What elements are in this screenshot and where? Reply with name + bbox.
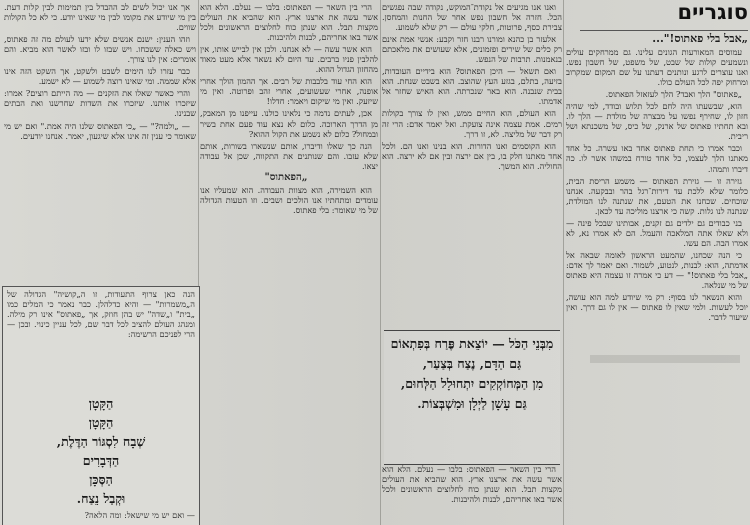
column-three-continued <box>382 464 562 525</box>
insert-list <box>3 394 199 508</box>
paragraph: וזהו הענין: ישנם אנשים שלא ידעו לעולם מה זה פאתוס, ויש כאלה ששכחו. ויש שבזו לו ובזו לאשר הוא מביא. והם אומרים: אין לנו צורך. <box>4 34 196 65</box>
paragraph: „פאתוס" הלך ואבד? הלך לעזאזל הפאתוס. <box>605 89 742 100</box>
paragraph: וכבר אמרו כי תחת פאתוס אחד באו עשרה. כל אחד מאתנו הלך לעצמו, כל אחד טורח במשהו אשר לו. כה דיברו ותמהו. <box>566 143 748 174</box>
paragraph: והרי כאשר שאלו את הזקנים — מה הייתם רוצים? אמרו: שיזכרו אותנו. שיזכרו את השדות שחרשנו ואת הבתים שבנינו. <box>4 88 196 119</box>
paragraph: כי הנה שכחנו, שהמעט הראשון לאומה שבאה אל אדמתה, הוא: לבנות, לנטוע, לשמור. ואם יאמר לך אדם: „אבל בלי פאתוס!" — דע כי אמרה זו עצמה היא פאתוס של מי שנלאה. <box>566 249 748 291</box>
paragraph: — „ולמה?" — „כי הפאתוס שלנו היה אמת." ואם יש מי שאומר כי ענין זה אינו אלא שיגעון, יאמר. אנחנו יודעים. <box>4 120 196 141</box>
paper-smudge <box>590 355 740 363</box>
article-headline: סוגריים <box>677 0 748 24</box>
paragraph: הנה כך שאלו ודיברו, אותם שנשארו בשורות, אותם שלא עזבו. והם שנותנים את התקווה, שכן אל עבודה יצאו. <box>200 140 378 171</box>
paragraph: והוא הנשאר לנו בסוף: רק מי שיודע למה הוא עושה, יוכל לעשות. ולמי שאין לו פאתוס — אין לו גם דרך. ואין שיעור לדבר. <box>566 292 748 323</box>
insert-list-item: הַקָּטָן <box>88 415 114 430</box>
paragraph: הוא, שבשעתו היה לחם לכל תלוש ובודד, למי שהיה חזון לו, שחירף נפשו על מבצרה של מולדת — הלך לו. ובא תחתיו פאתוס של ארנק, של כיס, של משכנתא ושל ריבית. <box>566 101 748 142</box>
column-right <box>566 47 748 525</box>
insert-list-item: הַדְּבָרִים <box>82 453 120 468</box>
paragraph: גזירה זו — גזירת הפאתוס — משמע הריסת הבית, כלומר שלא ללכת עד דירות־רגל בהר ובבקעה. אנחנו שוכחים. שכחנו את הטעם, את שנתנה לנו המולדת, שנתנה לנו גלות. קשה כי ארצנו מוליכה עד לכאן. <box>566 175 748 216</box>
article-byline: „אבל בלי פאתוס!"... <box>580 30 748 46</box>
poem-line: גַּם עָשָׁן לַיְלָן וּמִשְׁבְּצוֹת. <box>417 396 527 411</box>
paragraph: עמוסים המאורעות הגונים עלינו. גם ממרחקים עולים ונשמעים קולות של שבט, של משפט, של חשבון נפש. ואנו עוצרים לרגע ונותנים דעתנו על שם המקום שמקרוב ומרחוק יפה לכל העולם כולו. <box>566 47 748 88</box>
column-left <box>4 2 196 284</box>
column-rule <box>380 0 381 525</box>
insert-list-item: הַסְּכָּן <box>89 472 113 487</box>
paragraph: הוא החי עוד בלבבות של רבים. אך ההמון הולך אחרי אופנה, אחרי שעשועים, אחרי זהב ופרוטה. ואין מי שיזעק. ואין מי שיקום ויאמר: חדלו! <box>200 76 378 107</box>
paragraph: ואנו אנו מגיעים אל נקודת־המוקש, נקודה שבה נפגשים הכל. חזרה אל חשבון נפש אחר של החנות והמחסן. צבירת כסף, פרוטות, חלקי עולם — רק שלא לשמוע. <box>382 2 562 33</box>
paragraph: הוא העולם, הוא החיים ממש, ואין לו צורך בקולות רמים. אמת עצמה אינה צועקת. ואל יאמר אדם: הרי זה רק דבר של מליצה. לא, זו דרך. <box>382 108 562 139</box>
boxed-insert <box>2 286 200 525</box>
poem-line: מִן הַמְּחוֹקְקִים יִתְחוּלָל הַלְּחוּם, <box>400 376 544 391</box>
paragraph: בני כבודים גם ילדים גם זקנים, אבותינו שבכל פינה — ולא שאלו אתה המלאכה והעמל. הם לא אמרו נא, לא אמרו הבה. הם עשו. <box>566 217 748 248</box>
poem-line: מִבְּנֵי הַכֹּל — יוֹצֵאת פֶּרַח בְּפִתְאוֹם <box>390 336 554 351</box>
insert-list-item: שְׁבָח לִסְגּוֹר הַדֶּלֶת, <box>56 434 146 449</box>
insert-intro: הנה כאן צרוף התעודות, זו ה„קושיה" הגדולה של ה„משמרות" — והיא כדלהלן. כבר נאמר כי המלים כמו „בית" ו„שדה" יש בהן חוזק, אך „פאתוס" אינו רק מילה. ומנהג העולם להציב לכל דבר שם, לכל עניין כינוי. ובכן — הרי לפניכם הרשימה: <box>7 289 195 340</box>
column-three <box>382 2 562 328</box>
insert-list-item: וּקְבַל נֵצַח. <box>76 491 126 506</box>
paragraph: אך אנו יכול לשים לב ההבדל בין תמימות לבין קלות דעת. בין מי שיודע את מקומו לבין מי שאינו יודע. כי לא כל הקולות שווים. <box>4 2 196 33</box>
column-two <box>200 2 378 525</box>
paragraph: ואם תשאל — היכן הפאתוס? הוא בידיים העובדות, בזיעה, בתלם, בגזע העץ שהוצב. הוא בשבט שנחת. הוא בבית שנבנה. הוא באר שנכרתה. הוא האיש שחזר אל אדמתו. <box>382 66 562 107</box>
poem-line: גַּם הַדָּם, נֶצַח בְּצַעַר, <box>422 356 522 371</box>
insert-list-item: הַקָּטָן <box>88 396 114 411</box>
paragraph: הוא הקוסמים ואנו הדורות. הוא בנינו ואנו הם. ולכל אחד מאתנו חלק בו, בין אם ירצה ובין אם לא ירצה. הוא החוליה. הוא המשך. <box>382 140 562 171</box>
paragraph: הרי בין השאר — הפאתוס: בלבו — נעלם. הלא הוא אשר עשה את ארצנו ארץ. הוא שהביא את העולים מקצות תבל. הוא שנתן כוח לחלוצים הראשונים ולכל אשר באו אחריהם, לבנות ולהיבנות. <box>382 464 562 505</box>
paragraph: אלעזר בן כהנא ומורנו רבנו חזר וקבע: אנשי אמת אינם רק כלים של שירים ופזמונים, אלא שעושים את מלאכתם בנאמנות. תרבות של הנפש. <box>382 34 562 65</box>
insert-tail: — ואם יש מי שישאל: ומה הלאה? <box>84 510 195 520</box>
paragraph: אכן, לעתים נדמה כי נלאינו כולנו. עייפנו מן המאבק, מן הדרך הארוכה. כלום לא נצא עוד פעם אחת בשיר ובמחול? כלום לא נשמע את הקול ההוא? <box>200 108 378 139</box>
paragraph: הוא השמירה, הוא מצוות העבודה. הוא שמעליו אנו עומדים ומתחתיו אנו הולכים ושבים. וזו הטעות הגדולה של מי שאומר: בלי פאתוס. <box>200 184 378 215</box>
section-heading: „הפאתוס" <box>264 171 308 183</box>
paragraph: הרי בין השאר — הפאתוס: בלבו — נעלם. הלא הוא אשר עשה את ארצנו ארץ. הוא שהביא את העולים מקצות תבל. הוא שנתן כוח לחלוצים הראשונים ולכל אשר באו אחריהם, לבנות ולהיבנות. <box>200 2 378 43</box>
poem-block <box>384 330 560 465</box>
paragraph: כבר עזרו לנו הימים לשבט ולשקט, אך השקט הזה אינו אלא שממה. ומי שאינו רוצה לשמוע — לא ישמע. <box>4 66 196 87</box>
column-rule <box>563 0 564 525</box>
paragraph: הוא אשר עשה — לא אנחנו. ולכן אין לבייש אותו, אין להלבין פניו ברבים. עד היום לא נשאר אלא מעט מאוד מהחזון הגדול ההוא. <box>200 44 378 75</box>
